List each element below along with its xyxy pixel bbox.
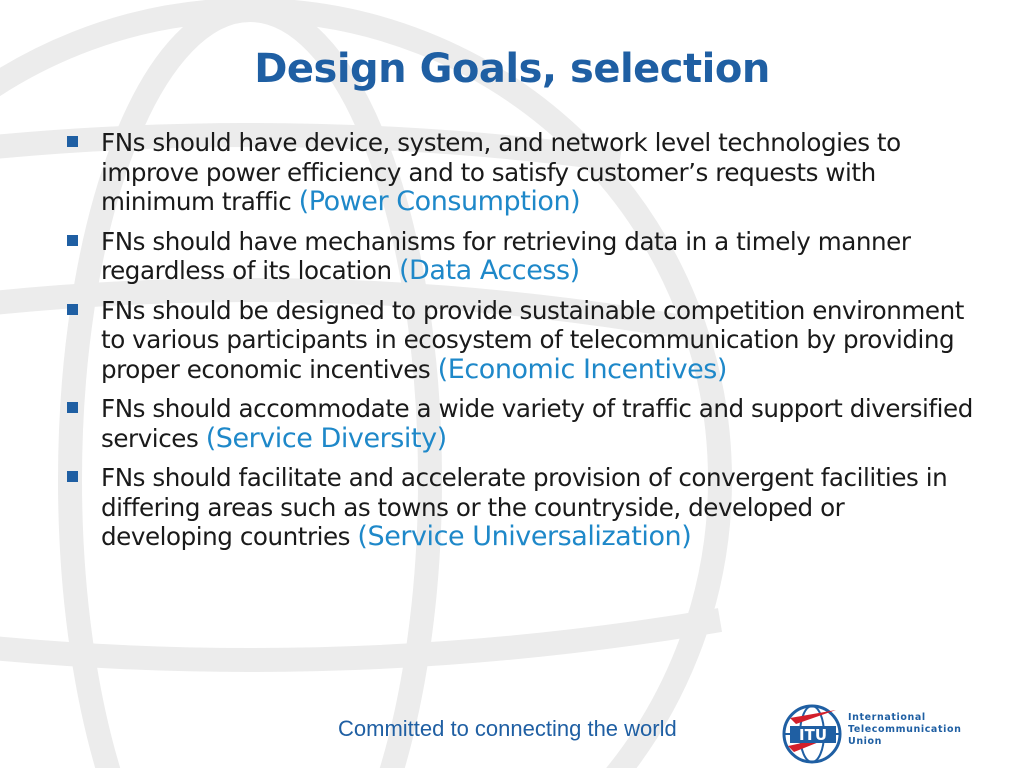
logo-line-3: Union [848, 736, 883, 747]
bullet-tag: (Economic Incentives) [437, 353, 727, 385]
bullet-tag: (Power Consumption) [298, 186, 581, 217]
bullet-item [64, 296, 976, 385]
logo-line-2: Telecommunication [848, 724, 962, 735]
square-bullet-icon [67, 235, 78, 246]
bullet-item [64, 394, 976, 453]
logo-mark-text: ITU [799, 726, 827, 744]
square-bullet-icon [67, 402, 78, 413]
bullet-text: FNs should facilitate and accelerate provision of convergent facilities in differing areas such as towns or the countryside, developed or developing countries [101, 463, 948, 551]
square-bullet-icon [67, 136, 78, 147]
bullet-list [64, 128, 976, 562]
bullet-item [64, 463, 976, 552]
logo-line-1: International [848, 712, 926, 723]
bullet-item [64, 227, 976, 286]
footer-tagline: Committed to connecting the world [338, 716, 677, 741]
bullet-tag: (Data Access) [398, 255, 580, 286]
square-bullet-icon [67, 471, 78, 482]
bullet-item [64, 128, 976, 217]
bullet-text: FNs should have device, system, and network level technologies to improve power efficiency and to satisfy customer’s requests with minimum traffic [101, 128, 901, 216]
bullet-text: FNs should have mechanisms for retrieving data in a timely manner regardless of its location [101, 226, 911, 285]
bullet-tag: (Service Diversity) [205, 422, 447, 454]
square-bullet-icon [67, 304, 78, 315]
bullet-tag: (Service Universalization) [357, 521, 692, 552]
logo-wordmark [848, 712, 961, 748]
bullet-text: FNs should accommodate a wide variety of traffic and support diversified services [101, 394, 973, 453]
bullet-text: FNs should be designed to provide sustainable competition environment to various participants in ecosystem of telecommunication by providing proper economic incentives [101, 295, 964, 384]
slide-title: Design Goals, selection [254, 46, 770, 92]
